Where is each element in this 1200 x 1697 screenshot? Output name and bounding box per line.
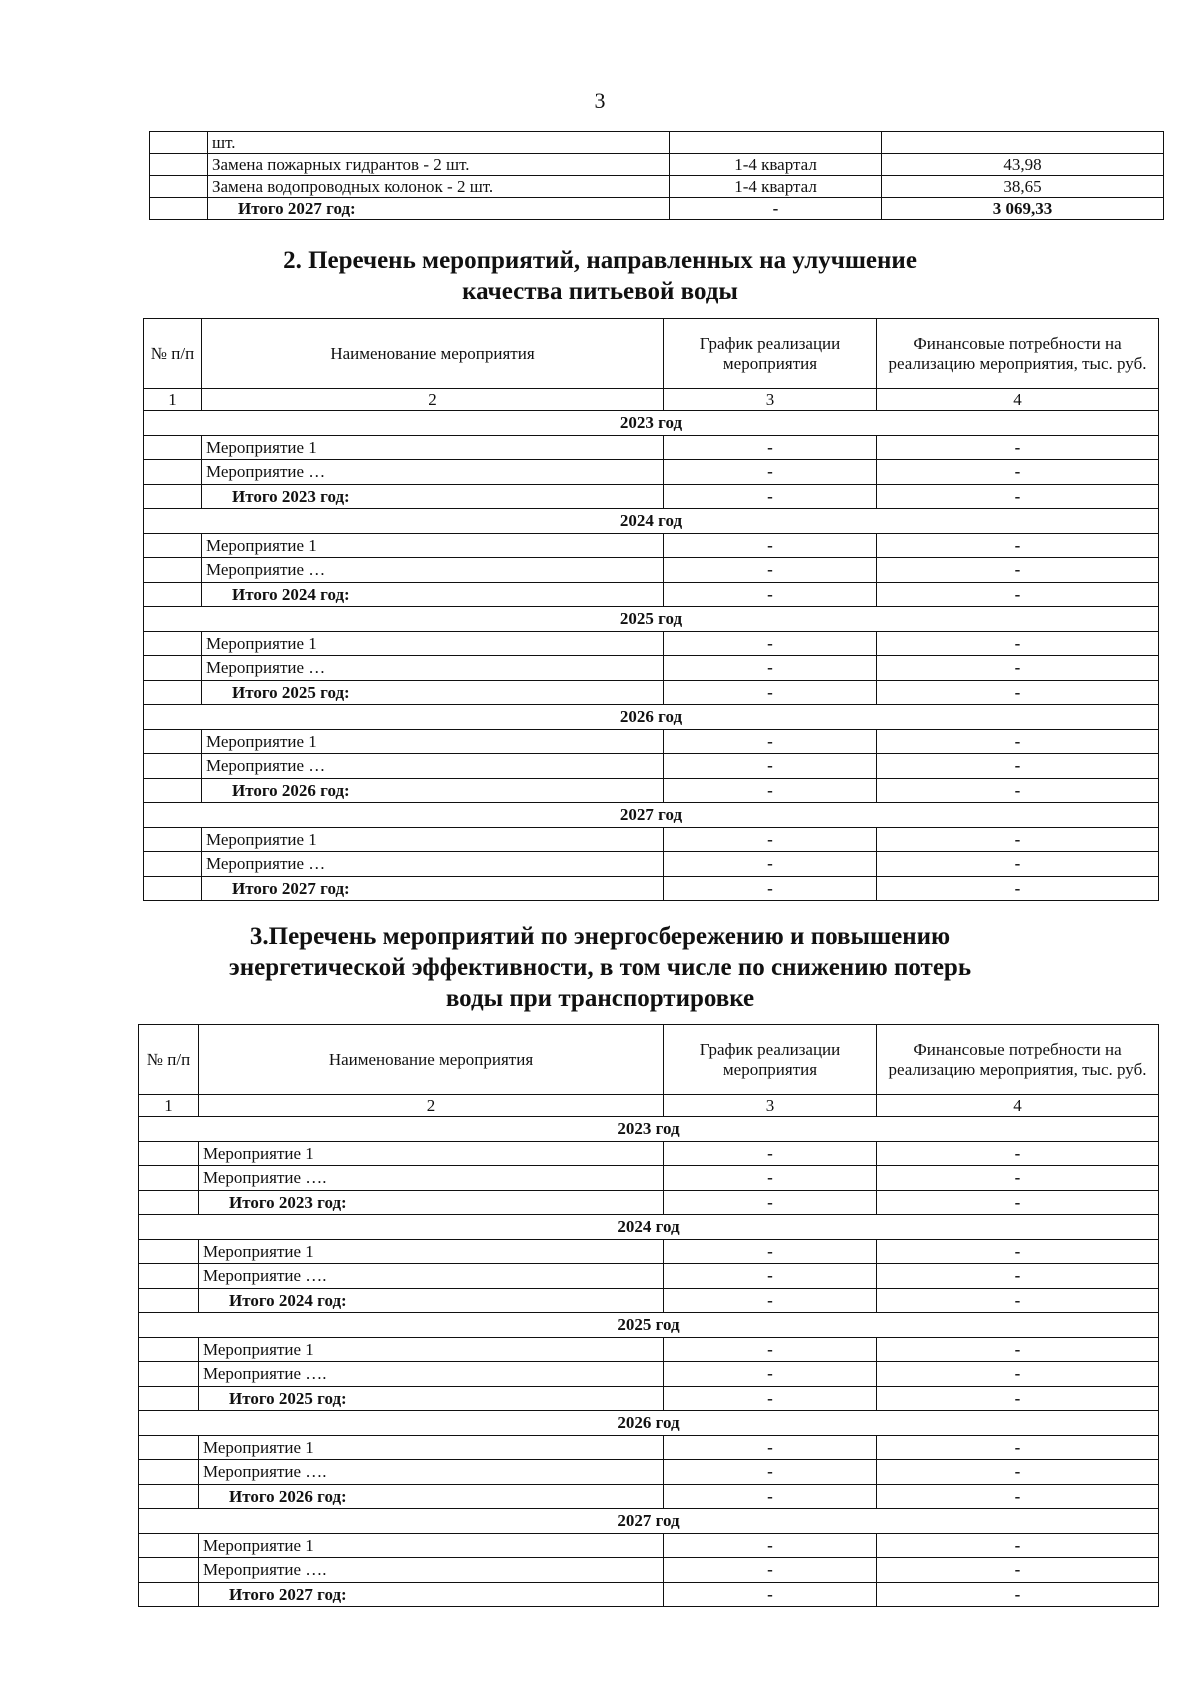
total-row [144, 876, 1159, 901]
cost-cell: - [877, 1435, 1159, 1460]
column-number: 4 [877, 1095, 1159, 1117]
table-row [144, 729, 1159, 754]
year-heading: 2027 год [139, 1509, 1159, 1534]
measure-name: Мероприятие 1 [199, 1337, 664, 1362]
measure-name: Мероприятие 1 [199, 1141, 664, 1166]
schedule-cell: - [664, 1558, 877, 1583]
table-row [144, 460, 1159, 485]
total-row [144, 484, 1159, 509]
schedule-cell: - [664, 876, 877, 901]
schedule-cell: - [664, 1435, 877, 1460]
total-label: Итого 2027 год: [208, 198, 670, 220]
cost-cell: - [877, 1141, 1159, 1166]
total-label: Итого 2023 год: [202, 484, 664, 509]
schedule-cell: - [664, 558, 877, 583]
row-number [144, 729, 202, 754]
cost-cell: - [877, 1386, 1159, 1411]
continuation-table [149, 131, 1164, 220]
measure-name: Мероприятие …. [199, 1558, 664, 1583]
cost-cell: - [877, 827, 1159, 852]
cost-cell: - [877, 1582, 1159, 1607]
cost-cell [882, 132, 1164, 154]
table-row [144, 656, 1159, 681]
column-number: 4 [877, 389, 1159, 411]
total-label: Итого 2027 год: [202, 876, 664, 901]
row-number [144, 582, 202, 607]
year-row [144, 803, 1159, 828]
year-heading: 2026 год [144, 705, 1159, 730]
row-number [139, 1362, 199, 1387]
column-number: 1 [144, 389, 202, 411]
row-number [139, 1386, 199, 1411]
schedule-cell: - [670, 198, 882, 220]
cost-cell: - [877, 484, 1159, 509]
measure-name: Мероприятие …. [199, 1264, 664, 1289]
year-heading: 2025 год [144, 607, 1159, 632]
cost-cell: - [877, 680, 1159, 705]
cost-cell: - [877, 1558, 1159, 1583]
row-number [144, 435, 202, 460]
year-row [144, 705, 1159, 730]
table-row [139, 1533, 1159, 1558]
schedule-cell: - [664, 1386, 877, 1411]
cost-cell: - [877, 435, 1159, 460]
total-row [139, 1582, 1159, 1607]
schedule-cell: - [664, 1190, 877, 1215]
measure-name: Мероприятие 1 [202, 435, 664, 460]
schedule-cell: - [664, 435, 877, 460]
section2-table [143, 318, 1159, 901]
table-row [144, 827, 1159, 852]
cost-cell: - [877, 656, 1159, 681]
row-number [139, 1337, 199, 1362]
total-label: Итого 2026 год: [199, 1484, 664, 1509]
measure-name: Мероприятие 1 [199, 1435, 664, 1460]
schedule-cell: - [664, 1264, 877, 1289]
schedule-cell: - [664, 1166, 877, 1191]
table-row [139, 1558, 1159, 1583]
measure-name: Мероприятие … [202, 754, 664, 779]
cost-cell: 43,98 [882, 154, 1164, 176]
year-row [144, 411, 1159, 436]
total-label: Итого 2026 год: [202, 778, 664, 803]
cost-cell: - [877, 1239, 1159, 1264]
table-row [144, 558, 1159, 583]
measure-name: Мероприятие …. [199, 1460, 664, 1485]
section3-title [0, 921, 1200, 1014]
year-row [139, 1411, 1159, 1436]
schedule-cell: 1-4 квартал [670, 176, 882, 198]
measure-name: Замена пожарных гидрантов - 2 шт. [208, 154, 670, 176]
table-row [144, 754, 1159, 779]
cost-cell: - [877, 1362, 1159, 1387]
measure-name: шт. [208, 132, 670, 154]
row-number [139, 1264, 199, 1289]
row-number [144, 460, 202, 485]
measure-name: Мероприятие …. [199, 1362, 664, 1387]
row-number [144, 876, 202, 901]
row-number [144, 852, 202, 877]
table-row [139, 1239, 1159, 1264]
schedule-cell: - [664, 1239, 877, 1264]
measure-name: Мероприятие … [202, 558, 664, 583]
total-row [144, 680, 1159, 705]
header-name: Наименование мероприятия [202, 319, 664, 389]
measure-name: Мероприятие …. [199, 1166, 664, 1191]
cost-cell: - [877, 729, 1159, 754]
cost-cell: - [877, 1288, 1159, 1313]
schedule-cell: - [664, 827, 877, 852]
measure-name: Мероприятие 1 [202, 827, 664, 852]
section3-title-line: энергетической эффективности, в том числе по снижению потерь [228, 954, 972, 981]
table-row [139, 1337, 1159, 1362]
header-schedule: График реализации мероприятия [664, 1025, 877, 1095]
schedule-cell: - [664, 460, 877, 485]
row-number [150, 198, 208, 220]
row-number [139, 1166, 199, 1191]
cost-cell: - [877, 1166, 1159, 1191]
table-row [144, 435, 1159, 460]
table-row [139, 1264, 1159, 1289]
row-number [144, 778, 202, 803]
schedule-cell: - [664, 631, 877, 656]
table-row [144, 631, 1159, 656]
row-number [144, 533, 202, 558]
measure-name: Мероприятие 1 [202, 533, 664, 558]
row-number [139, 1582, 199, 1607]
row-number [144, 680, 202, 705]
schedule-cell: - [664, 533, 877, 558]
measure-name: Замена водопроводных колонок - 2 шт. [208, 176, 670, 198]
cost-cell: - [877, 1337, 1159, 1362]
section3-table [138, 1024, 1159, 1607]
section3-title-line: 3.Перечень мероприятий по энергосбережению и повышению [249, 923, 951, 950]
total-row [139, 1190, 1159, 1215]
year-heading: 2025 год [139, 1313, 1159, 1338]
total-row [139, 1484, 1159, 1509]
schedule-cell: - [664, 1533, 877, 1558]
cost-cell: - [877, 460, 1159, 485]
cost-cell: - [877, 1460, 1159, 1485]
schedule-cell: - [664, 729, 877, 754]
measure-name: Мероприятие 1 [199, 1239, 664, 1264]
table-row [139, 1362, 1159, 1387]
measure-name: Мероприятие 1 [199, 1533, 664, 1558]
schedule-cell: - [664, 582, 877, 607]
total-label: Итого 2024 год: [202, 582, 664, 607]
row-number [144, 827, 202, 852]
schedule-cell: - [664, 754, 877, 779]
row-number [139, 1239, 199, 1264]
cost-cell: - [877, 754, 1159, 779]
cost-cell: - [877, 1533, 1159, 1558]
header-num: № п/п [139, 1025, 199, 1095]
schedule-cell: 1-4 квартал [670, 154, 882, 176]
table-row [139, 1460, 1159, 1485]
row-number [139, 1533, 199, 1558]
schedule-cell: - [664, 1460, 877, 1485]
year-heading: 2024 год [139, 1215, 1159, 1240]
total-row [139, 1386, 1159, 1411]
table-row [150, 154, 1164, 176]
year-row [139, 1117, 1159, 1142]
total-row [144, 582, 1159, 607]
section2-title-line: качества питьевой воды [462, 278, 738, 305]
row-number [139, 1558, 199, 1583]
column-number: 2 [202, 389, 664, 411]
cost-cell: - [877, 876, 1159, 901]
table-row [150, 132, 1164, 154]
schedule-cell: - [664, 484, 877, 509]
row-number [144, 558, 202, 583]
schedule-cell: - [664, 1484, 877, 1509]
schedule-cell [670, 132, 882, 154]
table-row [139, 1435, 1159, 1460]
header-schedule: График реализации мероприятия [664, 319, 877, 389]
measure-name: Мероприятие … [202, 460, 664, 485]
row-number [139, 1435, 199, 1460]
row-number [139, 1141, 199, 1166]
year-heading: 2026 год [139, 1411, 1159, 1436]
table-row [144, 852, 1159, 877]
total-row [144, 778, 1159, 803]
measure-name: Мероприятие … [202, 852, 664, 877]
page-number: 3 [594, 88, 606, 113]
year-row [139, 1313, 1159, 1338]
row-number [144, 484, 202, 509]
column-numbers-row [139, 1095, 1159, 1117]
cost-cell: - [877, 558, 1159, 583]
schedule-cell: - [664, 1141, 877, 1166]
header-cost: Финансовые потребности на реализацию мероприятия, тыс. руб. [877, 319, 1159, 389]
measure-name: Мероприятие 1 [202, 729, 664, 754]
header-num: № п/п [144, 319, 202, 389]
cost-cell: - [877, 631, 1159, 656]
schedule-cell: - [664, 1337, 877, 1362]
schedule-cell: - [664, 1362, 877, 1387]
total-label: Итого 2027 год: [199, 1582, 664, 1607]
row-number [139, 1460, 199, 1485]
section3-title-line: воды при транспортировке [445, 985, 755, 1012]
column-number: 3 [664, 389, 877, 411]
year-heading: 2024 год [144, 509, 1159, 534]
cost-cell: - [877, 852, 1159, 877]
column-numbers-row [144, 389, 1159, 411]
cost-cell: - [877, 582, 1159, 607]
year-heading: 2027 год [144, 803, 1159, 828]
schedule-cell: - [664, 680, 877, 705]
row-number [150, 132, 208, 154]
row-number [144, 656, 202, 681]
measure-name: Мероприятие … [202, 656, 664, 681]
row-number [139, 1288, 199, 1313]
row-number [139, 1190, 199, 1215]
cost-cell: - [877, 1484, 1159, 1509]
total-label: Итого 2025 год: [199, 1386, 664, 1411]
header-cost: Финансовые потребности на реализацию мероприятия, тыс. руб. [877, 1025, 1159, 1095]
row-number [150, 176, 208, 198]
cost-cell: - [877, 1190, 1159, 1215]
cost-cell: 38,65 [882, 176, 1164, 198]
table-row [150, 176, 1164, 198]
year-row [139, 1215, 1159, 1240]
section2-title [0, 245, 1200, 307]
table-row [144, 533, 1159, 558]
row-number [144, 631, 202, 656]
schedule-cell: - [664, 1288, 877, 1313]
total-label: Итого 2025 год: [202, 680, 664, 705]
header-name: Наименование мероприятия [199, 1025, 664, 1095]
schedule-cell: - [664, 852, 877, 877]
row-number [144, 754, 202, 779]
schedule-cell: - [664, 656, 877, 681]
table-row [139, 1166, 1159, 1191]
measure-name: Мероприятие 1 [202, 631, 664, 656]
table-row [139, 1141, 1159, 1166]
year-heading: 2023 год [139, 1117, 1159, 1142]
schedule-cell: - [664, 1582, 877, 1607]
row-number [150, 154, 208, 176]
column-number: 3 [664, 1095, 877, 1117]
column-number: 2 [199, 1095, 664, 1117]
schedule-cell: - [664, 778, 877, 803]
section2-title-line: 2. Перечень мероприятий, направленных на улучшение [283, 247, 917, 274]
total-label: Итого 2023 год: [199, 1190, 664, 1215]
cost-cell: - [877, 778, 1159, 803]
cost-cell: - [877, 1264, 1159, 1289]
column-number: 1 [139, 1095, 199, 1117]
year-row [139, 1509, 1159, 1534]
total-label: Итого 2024 год: [199, 1288, 664, 1313]
total-row [150, 198, 1164, 220]
cost-cell: 3 069,33 [882, 198, 1164, 220]
row-number [139, 1484, 199, 1509]
year-row [144, 509, 1159, 534]
year-heading: 2023 год [144, 411, 1159, 436]
cost-cell: - [877, 533, 1159, 558]
year-row [144, 607, 1159, 632]
total-row [139, 1288, 1159, 1313]
